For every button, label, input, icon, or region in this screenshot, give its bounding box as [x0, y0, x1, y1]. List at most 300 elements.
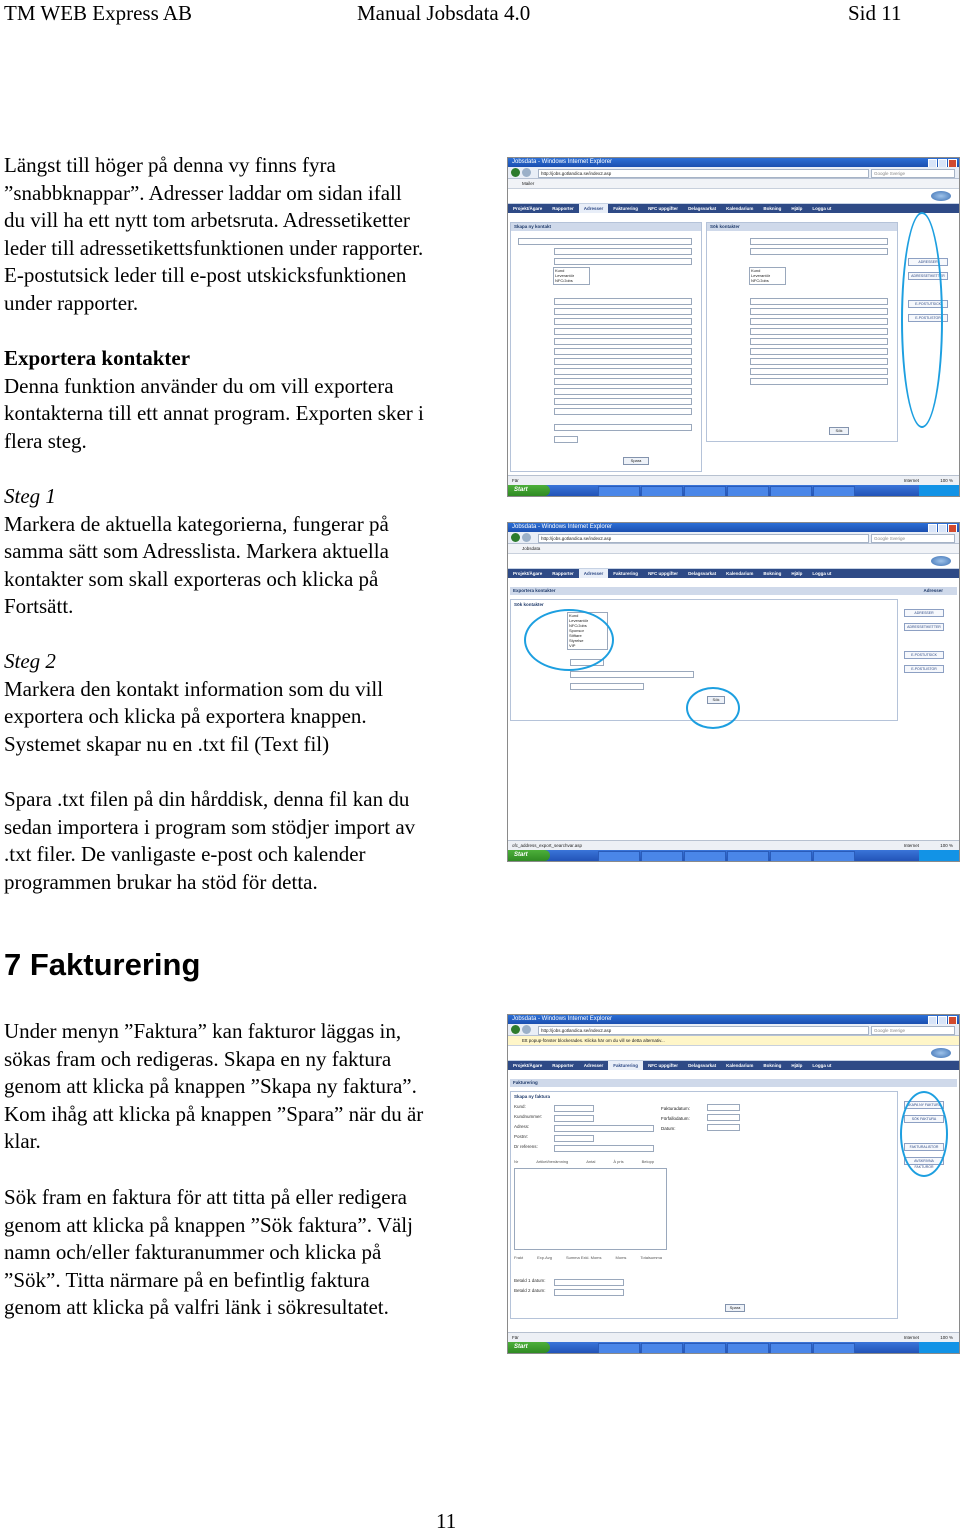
form-row [514, 397, 698, 403]
column-header: Antal [586, 1159, 596, 1164]
taskbar-item[interactable] [770, 851, 812, 862]
highlight-ellipse [524, 609, 614, 671]
step1-heading: Steg 1 [4, 484, 56, 508]
summary-label: Moms [615, 1255, 627, 1260]
taskbar-item[interactable] [641, 1343, 683, 1354]
text-line: Längst till höger på denna vy finns fyra [4, 153, 336, 177]
text-line: genom att klicka på valfri länk i sökresultatet. [4, 1295, 389, 1320]
text-field[interactable] [750, 328, 888, 335]
text-field[interactable] [750, 308, 888, 315]
taskbar-item[interactable] [770, 1343, 812, 1354]
url-field[interactable]: http://jobs.gotlandica.se/index2.asp [538, 1026, 869, 1035]
menu-item[interactable]: Projekt/Ägare [513, 206, 543, 211]
list-item[interactable]: NFC/Jobs [555, 278, 573, 283]
status-zone: Internet [903, 843, 919, 848]
form-row [710, 367, 894, 373]
list-item[interactable]: VIP [569, 643, 576, 648]
status-text: Fär [512, 1335, 519, 1340]
taskbar-item[interactable] [727, 851, 769, 862]
menu-item[interactable]: Kalendarium [726, 206, 754, 211]
forward-icon[interactable] [522, 1025, 531, 1034]
export-heading: Exportera kontakter [4, 346, 191, 370]
list-item[interactable]: Leverantör [555, 273, 575, 278]
zoom-level[interactable]: 100 % [940, 1335, 953, 1340]
menu-item[interactable]: Projekt/Ägare [513, 571, 543, 576]
page-content [508, 579, 959, 841]
text-field[interactable] [554, 388, 692, 395]
create-contact-panel [510, 222, 702, 472]
menu-item[interactable]: Hjälp [791, 571, 803, 576]
section-heading: 7 Fakturering [4, 947, 201, 982]
text-line: exportera och klicka på exportera knappen. [4, 704, 367, 729]
email-lists-button[interactable]: E-POSTLISTOR [908, 314, 948, 322]
create-invoice-button[interactable]: SKAPA NY FAKTURA [904, 1101, 944, 1109]
text-field[interactable] [554, 436, 578, 443]
page-number: 11 [436, 1509, 457, 1533]
text-field[interactable] [554, 298, 692, 305]
category-list[interactable] [749, 267, 786, 285]
addresses-panel-title: Adresser [923, 588, 943, 593]
text-line: Fortsätt. [4, 594, 74, 619]
text-line: Denna funktion använder du om vill exportera [4, 373, 394, 398]
header-document-title: Manual Jobsdata 4.0 [357, 1, 531, 25]
menu-item[interactable]: Rapporter [552, 206, 574, 211]
text-line: ”snabbknappar”. Adresser laddar om sidan ifall [4, 180, 402, 205]
form-row [710, 247, 894, 253]
text-field[interactable] [554, 348, 692, 355]
search-invoice-button[interactable]: SÖK FAKTURA [904, 1115, 944, 1123]
text-line: programmen brukar ha stöd för detta. [4, 869, 318, 894]
text-field[interactable] [750, 248, 888, 255]
site-logo-icon [931, 191, 951, 201]
text-field[interactable] [554, 1145, 654, 1152]
field-label: Betald 1 datum: [514, 1278, 546, 1283]
text-line: Markera den kontakt information som du vill [4, 676, 384, 701]
form-row [514, 387, 698, 393]
text-field[interactable] [750, 318, 888, 325]
menu-item-active[interactable]: Adresser [579, 569, 609, 578]
list-item[interactable]: NFC/Jobs [751, 278, 769, 283]
status-url: ofc_address_export_searchvar.asp [512, 843, 583, 848]
menu-item[interactable]: NFC uppgifter [648, 1063, 679, 1068]
favorite-tab[interactable]: Jobsdata [522, 546, 541, 551]
popup-info-text[interactable]: Ett popup-fönster blockerades. Klicka här om du vill se detta alternativ... [522, 1038, 665, 1043]
search-button[interactable]: Sök [829, 427, 849, 435]
save-button[interactable]: Spara [725, 1304, 745, 1312]
text-line: under rapporter. [4, 290, 139, 315]
form-row [514, 1114, 894, 1120]
url-field[interactable]: http://jobs.gotlandica.se/index2.asp [538, 169, 869, 178]
text-field[interactable] [750, 238, 888, 245]
menu-item[interactable]: Delagsvarkat [688, 571, 717, 576]
field-label: Adress: [514, 1124, 530, 1129]
window-title-bar [508, 158, 959, 167]
form-row [514, 377, 698, 383]
date-select[interactable] [707, 1124, 740, 1131]
date-select[interactable] [707, 1114, 740, 1121]
invoice-date-labels [661, 1104, 690, 1134]
system-tray [919, 850, 959, 861]
field-label: Dr referens: [514, 1144, 538, 1149]
header-page-label: Sid 11 [848, 1, 902, 25]
addresses-button[interactable]: ADRESSER [904, 609, 944, 617]
text-line: Spara .txt filen på din hårddisk, denna fil kan du [4, 787, 410, 811]
window-title: Jobsdata - Windows Internet Explorer [512, 159, 613, 165]
favorites-bar [508, 179, 959, 189]
header-company: TM WEB Express AB [4, 1, 193, 25]
taskbar-item[interactable] [813, 1343, 855, 1354]
menu-item-active[interactable]: Adresser [579, 204, 609, 213]
text-line: Under menyn ”Faktura” kan fakturor läggas in, [4, 1019, 402, 1043]
back-icon[interactable] [511, 533, 520, 542]
form-row [514, 297, 698, 303]
text-field[interactable] [554, 1135, 594, 1142]
address-labels-button[interactable]: ADRESSETIKETTER [908, 272, 948, 280]
list-item[interactable]: Kund [751, 268, 761, 273]
panel-heading: Sök kontakter [707, 223, 897, 231]
menu-item[interactable]: Logga ut [812, 206, 832, 211]
back-icon[interactable] [511, 168, 520, 177]
field-label: Fakturadatum: [661, 1106, 691, 1111]
summary-label: Exp.Avg [537, 1255, 552, 1260]
text-line: sedan importera i program som stödjer import av [4, 814, 416, 839]
form-row [514, 317, 698, 323]
text-line: sökas fram och redigeras. Skapa en ny faktura [4, 1046, 392, 1071]
system-tray [919, 485, 959, 496]
browser-search-field[interactable]: Google Sverige [871, 1026, 955, 1035]
text-field[interactable] [750, 368, 888, 375]
export-panel-title: Exportera kontakter [513, 588, 556, 593]
field-label: Betald 2 datum: [514, 1288, 546, 1293]
taskbar-item[interactable] [641, 851, 683, 862]
page-content [508, 214, 959, 476]
site-logo-icon [931, 1048, 951, 1058]
intro-paragraph [4, 152, 494, 318]
save-paragraph [4, 786, 494, 896]
panel-heading: Skapa ny kontakt [511, 223, 701, 231]
text-field[interactable] [554, 338, 692, 345]
forward-icon[interactable] [522, 533, 531, 542]
screenshot-export [507, 522, 960, 862]
address-bar [508, 532, 959, 544]
address-bar [508, 1024, 959, 1036]
text-field[interactable] [554, 358, 692, 365]
text-field[interactable] [554, 328, 692, 335]
text-field[interactable] [554, 318, 692, 325]
highlight-ellipse [686, 687, 740, 729]
date-select[interactable] [707, 1104, 740, 1111]
menu-item[interactable]: Rapporter [552, 1063, 574, 1068]
menu-item[interactable]: Bokning [763, 206, 782, 211]
taskbar [508, 485, 959, 496]
form-row [514, 337, 698, 343]
field-label: Kundnummer: [514, 1114, 543, 1119]
form-row [710, 307, 894, 313]
create-invoice-panel [510, 1091, 898, 1319]
menu-item[interactable]: Bokning [763, 571, 782, 576]
form-row [514, 1124, 894, 1130]
written-off-invoices-button[interactable]: AVSKRIVNA FAKTUROR [904, 1157, 944, 1165]
text-line: samma sätt som Adresslista. Markera aktuella [4, 539, 389, 564]
list-item[interactable]: Kund [569, 613, 579, 618]
text-field[interactable] [554, 1125, 654, 1132]
menu-item[interactable]: Logga ut [812, 1063, 832, 1068]
taskbar-item[interactable] [598, 486, 640, 497]
start-button[interactable]: Start [508, 485, 550, 496]
text-field[interactable] [554, 378, 692, 385]
form-row [514, 423, 698, 429]
form-row [710, 377, 894, 383]
text-field[interactable] [750, 358, 888, 365]
list-item[interactable]: Styrelse [569, 638, 584, 643]
taskbar-item[interactable] [727, 1343, 769, 1354]
column-header: À pris [613, 1159, 624, 1164]
text-field[interactable] [750, 348, 888, 355]
invoice-paragraph-1 [4, 1018, 494, 1156]
list-item[interactable]: Kund [555, 268, 565, 273]
taskbar-item[interactable] [641, 486, 683, 497]
save-button[interactable]: Spara [623, 457, 649, 465]
list-item[interactable]: Stiftare [569, 633, 582, 638]
form-row [514, 1144, 894, 1150]
subpanel-title: Skapa ny faktura [514, 1094, 551, 1099]
panel-heading [510, 587, 957, 595]
field-label: Kund: [514, 1104, 526, 1109]
form-row [514, 1278, 894, 1284]
popup-info-bar[interactable] [508, 1036, 959, 1046]
date-field[interactable] [554, 1289, 624, 1296]
form-row [710, 357, 894, 363]
taskbar-item[interactable] [770, 486, 812, 497]
main-menu [508, 204, 959, 213]
text-line: klar. [4, 1129, 41, 1154]
text-field[interactable] [554, 1115, 594, 1122]
category-list[interactable] [553, 267, 590, 285]
site-banner [508, 1046, 959, 1061]
menu-item[interactable]: Fakturering [613, 571, 639, 576]
menu-item-active[interactable]: Fakturering [608, 1061, 643, 1070]
form-row [514, 407, 698, 413]
text-field[interactable] [554, 248, 692, 255]
summary-label: Summa Exkl. Moms [565, 1255, 602, 1260]
menu-item[interactable]: Bokning [763, 1063, 782, 1068]
form-row [514, 1134, 894, 1140]
text-field[interactable] [554, 424, 692, 431]
form-row [514, 327, 698, 333]
date-field[interactable] [554, 1279, 624, 1286]
site-banner [508, 189, 959, 204]
menu-item[interactable]: Fakturering [613, 206, 639, 211]
menu-item[interactable]: Hjälp [791, 1063, 803, 1068]
form-row [514, 257, 698, 263]
taskbar-item[interactable] [684, 1343, 726, 1354]
menu-item[interactable]: Projekt/Ägare [513, 1063, 543, 1068]
column-header: Nr [514, 1159, 519, 1164]
text-field[interactable] [750, 338, 888, 345]
text-line: du vill ha ett nytt tom arbetsruta. Adressetiketter [4, 208, 410, 233]
text-field[interactable] [750, 298, 888, 305]
export-section [4, 345, 494, 455]
search-button[interactable]: Sök [707, 696, 725, 704]
text-line: kontakter som skall exporteras och klicka på [4, 566, 379, 591]
window-title-bar [508, 523, 959, 532]
taskbar-item[interactable] [813, 486, 855, 497]
site-banner [508, 554, 959, 569]
window-title-bar [508, 1015, 959, 1024]
list-item[interactable]: Sponsor [569, 628, 584, 633]
invoice-lines-header [514, 1158, 894, 1165]
start-button[interactable]: Start [508, 1342, 550, 1353]
forward-icon[interactable] [522, 168, 531, 177]
text-line: leder till adressetikettsfunktionen under rapporter. [4, 235, 424, 260]
form-row [514, 357, 698, 363]
email-send-button[interactable]: E-POSTUTSICK [904, 651, 944, 659]
url-field[interactable]: http://jobs.gotlandica.se/index2.asp [538, 534, 869, 543]
text-field[interactable] [518, 238, 692, 245]
highlight-ellipse [900, 1091, 948, 1177]
text-field[interactable] [750, 378, 888, 385]
zoom-level[interactable]: 100 % [940, 478, 953, 483]
list-item[interactable]: NFC/Jobs [569, 623, 587, 628]
address-labels-button[interactable]: ADRESSETIKETTER [904, 623, 944, 631]
step1-section [4, 483, 494, 621]
taskbar-item[interactable] [598, 1343, 640, 1354]
menu-item[interactable]: Hjälp [791, 206, 803, 211]
field-label: Förfallodatum: [661, 1116, 690, 1121]
text-line: kontakterna till ett annat program. Exporten sker i [4, 401, 424, 426]
text-line: Kom ihåg att klicka på knappen ”Spara” när du är [4, 1101, 424, 1126]
back-icon[interactable] [511, 1025, 520, 1034]
text-line: namn och/eller fakturanummer och klicka på [4, 1240, 382, 1265]
text-field[interactable] [554, 408, 692, 415]
text-line: ”Sök”. Titta närmare på en befintlig faktura [4, 1267, 370, 1292]
status-bar [508, 840, 959, 850]
invoice-summary-row [514, 1254, 894, 1261]
step2-section [4, 648, 494, 758]
text-line: .txt filer. De vanligaste e-post och kalender [4, 842, 366, 867]
favorites-bar [508, 544, 959, 554]
status-bar [508, 475, 959, 485]
form-row [710, 327, 894, 333]
list-item[interactable]: Leverantör [751, 273, 771, 278]
status-text: Fär [512, 478, 519, 483]
invoice-lines-area[interactable] [514, 1168, 667, 1250]
form-row [514, 307, 698, 313]
date-field[interactable] [570, 671, 694, 678]
form-row [710, 237, 894, 243]
form-row [710, 317, 894, 323]
menu-item[interactable]: Delagsvarkat [688, 1063, 717, 1068]
text-field[interactable] [554, 368, 692, 375]
status-zone: Internet [903, 478, 919, 483]
column-header: Belopp [641, 1159, 655, 1164]
taskbar-item[interactable] [598, 851, 640, 862]
main-menu [508, 569, 959, 578]
text-line: Systemet skapar nu en .txt fil (Text fil) [4, 731, 330, 756]
search-contacts-panel [706, 222, 898, 442]
panel-heading: Fakturering [510, 1079, 957, 1087]
field-label: Postnr: [514, 1134, 529, 1139]
window-title: Jobsdata - Windows Internet Explorer [512, 1016, 613, 1022]
menu-item[interactable]: Rapporter [552, 571, 574, 576]
taskbar-item[interactable] [813, 851, 855, 862]
form-row [514, 347, 698, 353]
summary-label: Frakt [514, 1255, 524, 1260]
status-bar [508, 1332, 959, 1342]
zoom-level[interactable]: 100 % [940, 843, 953, 848]
text-field[interactable] [554, 308, 692, 315]
text-field[interactable] [570, 683, 644, 690]
menu-item[interactable]: NFC uppgifter [648, 206, 679, 211]
field-label: Datum: [661, 1126, 676, 1131]
form-row [514, 1104, 894, 1110]
text-field[interactable] [554, 398, 692, 405]
menu-item[interactable]: Delagsvarkat [688, 206, 717, 211]
browser-search-field[interactable]: Google Sverige [871, 169, 955, 178]
menu-item[interactable]: Kalendarium [726, 571, 754, 576]
menu-item[interactable]: Adresser [583, 1063, 604, 1068]
menu-item[interactable]: Kalendarium [726, 1063, 754, 1068]
summary-label: Totalsumma [640, 1255, 662, 1260]
screenshot-addresses [507, 157, 960, 497]
status-zone: Internet [903, 1335, 919, 1340]
text-line: Markera de aktuella kategorierna, fungerar på [4, 511, 389, 536]
addresses-button[interactable]: ADRESSER [908, 258, 948, 266]
address-bar [508, 167, 959, 179]
screenshot-invoicing [507, 1014, 960, 1354]
form-row [514, 367, 698, 373]
invoice-paragraph-2 [4, 1184, 494, 1322]
form-row [710, 337, 894, 343]
form-row [514, 1288, 894, 1294]
text-line: flera steg. [4, 428, 87, 453]
taskbar-item[interactable] [684, 486, 726, 497]
email-lists-button[interactable]: E-POSTLISTOR [904, 665, 944, 673]
main-menu [508, 1061, 959, 1070]
menu-item[interactable]: Logga ut [812, 571, 832, 576]
taskbar [508, 850, 959, 861]
taskbar-item[interactable] [727, 486, 769, 497]
list-item[interactable]: Leverantör [569, 618, 589, 623]
system-tray [919, 1342, 959, 1353]
favorite-tab[interactable]: Mailer [522, 181, 535, 186]
window-title: Jobsdata - Windows Internet Explorer [512, 524, 613, 530]
text-line: Sök fram en faktura för att titta på eller redigera [4, 1185, 407, 1209]
menu-item[interactable]: NFC uppgifter [648, 571, 679, 576]
form-row [514, 247, 698, 253]
taskbar-item[interactable] [684, 851, 726, 862]
browser-search-field[interactable]: Google Sverige [871, 534, 955, 543]
page-content [508, 1071, 959, 1333]
start-button[interactable]: Start [508, 850, 550, 861]
text-line: E-postutsick leder till e-post utskicksfunktionen [4, 263, 407, 288]
form-row [710, 297, 894, 303]
text-line: genom att klicka på knappen ”Sök faktura”. Välj [4, 1212, 413, 1237]
subpanel-title: Sök kontakter [514, 602, 544, 607]
invoice-lists-button[interactable]: FAKTURALISTOR [904, 1143, 944, 1151]
column-header: Artikel/benämning [536, 1159, 569, 1164]
form-row [710, 347, 894, 353]
form-row [514, 435, 698, 441]
taskbar [508, 1342, 959, 1353]
step2-heading: Steg 2 [4, 649, 56, 673]
site-logo-icon [931, 556, 951, 566]
customer-select[interactable] [554, 1105, 594, 1112]
highlight-ellipse [901, 212, 943, 428]
text-field[interactable] [554, 258, 692, 265]
text-line: genom att klicka på knappen ”Skapa ny faktura”. [4, 1074, 417, 1099]
email-send-button[interactable]: E-POSTUTSICK [908, 300, 948, 308]
